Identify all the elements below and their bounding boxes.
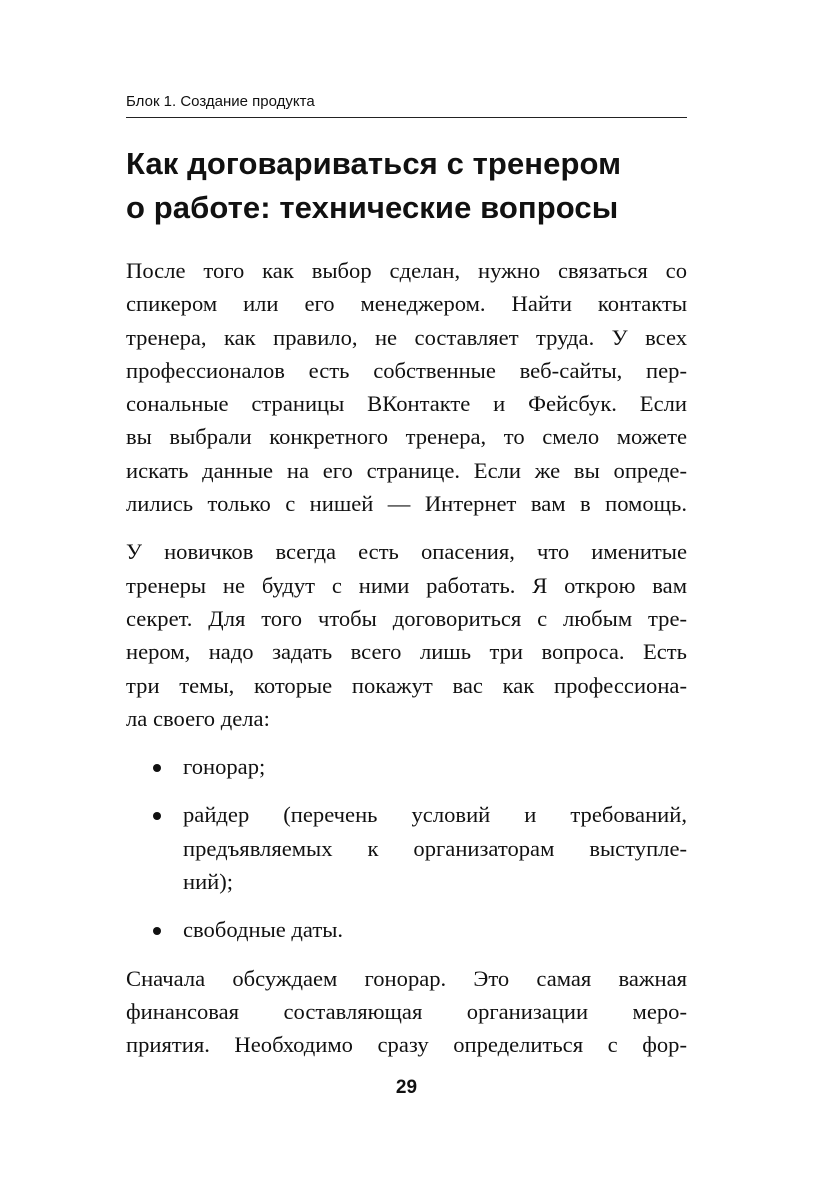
text-line: ла своего дела:: [126, 705, 270, 731]
text-line: райдер (перечень условий и требований,: [183, 802, 687, 828]
text-line: свободные даты.: [183, 917, 344, 943]
text-line: секрет. Для того чтобы договориться с любым тре-: [126, 605, 687, 631]
section-title-line-2: о работе: технические вопросы: [126, 190, 619, 225]
text-line: предъявляемых к организаторам выступле-: [183, 835, 687, 861]
text-line: сональные страницы ВКонтакте и Фейсбук. Если: [126, 391, 687, 417]
paragraph-3: [126, 962, 687, 1062]
text-line: ний);: [183, 869, 234, 895]
bullet-icon: [153, 764, 161, 772]
list-item: [126, 750, 687, 783]
page-number: 29: [395, 1077, 418, 1098]
text-line: У новичков всегда есть опасения, что именитые: [126, 539, 687, 565]
section-title-line-1: Как договариваться с тренером: [126, 146, 622, 181]
text-line: После того как выбор сделан, нужно связаться со: [126, 258, 687, 283]
text-line: нером, надо задать всего лишь три вопроса. Есть: [126, 639, 687, 665]
paragraph-1: [126, 254, 687, 520]
text-line: тренера, как правило, не составляет труда. У всех: [126, 324, 687, 350]
text-line: приятия. Необходимо сразу определиться с фор-: [126, 1032, 687, 1058]
running-header: Блок 1. Создание продукта: [126, 93, 315, 110]
text-line: вы выбрали конкретного тренера, то смело можете: [126, 424, 687, 450]
list-item: [126, 913, 687, 946]
text-line: профессионалов есть собственные веб-сайты, пер-: [126, 357, 687, 383]
text-line: лились только с нишей — Интернет вам в помощь.: [126, 491, 687, 517]
list-item: [126, 798, 687, 898]
text-line: финансовая составляющая организации меро-: [126, 998, 687, 1024]
text-line: искать данные на его странице. Если же вы опреде-: [126, 457, 687, 483]
text-line: три темы, которые покажут вас как профессиона-: [126, 672, 687, 698]
paragraph-2: [126, 535, 687, 735]
text-line: тренеры не будут с ними работать. Я открою вам: [126, 572, 687, 598]
text-line: гонорар;: [183, 754, 266, 780]
header-rule: [126, 117, 687, 118]
bullet-list: [126, 750, 687, 946]
text-line: спикером или его менеджером. Найти контакты: [126, 291, 687, 317]
bullet-icon: [153, 812, 161, 820]
text-line: Сначала обсуждаем гонорар. Это самая важная: [126, 965, 687, 991]
section-title: [126, 142, 687, 230]
body-text: [126, 254, 687, 1062]
bullet-icon: [153, 927, 161, 935]
